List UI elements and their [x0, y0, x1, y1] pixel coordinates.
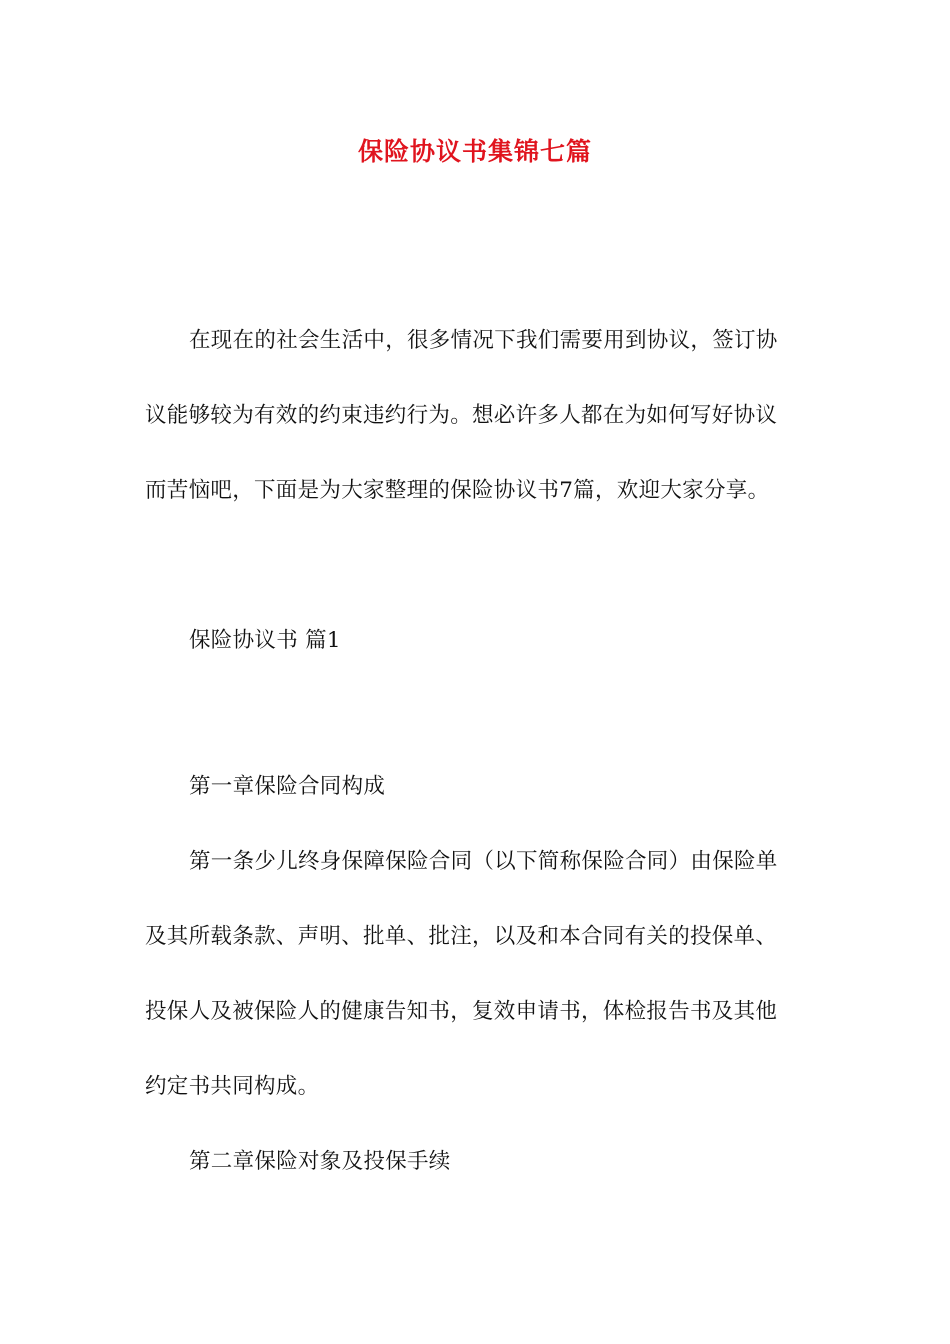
document-title: 保险协议书集锦七篇	[357, 137, 592, 166]
article1-line-3: 投保人及被保险人的健康告知书，复效申请书，体检报告书及其他	[145, 999, 778, 1024]
intro-line-1: 在现在的社会生活中，很多情况下我们需要用到协议，签订协	[189, 328, 778, 353]
chapter2-heading: 第二章保险对象及投保手续	[189, 1149, 451, 1174]
article1-line-4: 约定书共同构成。	[145, 1074, 320, 1099]
intro-line-2: 议能够较为有效的约束违约行为。想必许多人都在为如何写好协议	[145, 403, 778, 428]
chapter1-heading: 第一章保险合同构成	[189, 774, 386, 799]
intro-line-3: 而苦恼吧，下面是为大家整理的保险协议书7篇，欢迎大家分享。	[145, 478, 770, 503]
article1-line-1: 第一条少儿终身保障保险合同（以下简称保险合同）由保险单	[189, 849, 778, 874]
article1-line-2: 及其所载条款、声明、批单、批注，以及和本合同有关的投保单、	[145, 924, 778, 949]
section-heading: 保险协议书 篇1	[189, 628, 341, 653]
